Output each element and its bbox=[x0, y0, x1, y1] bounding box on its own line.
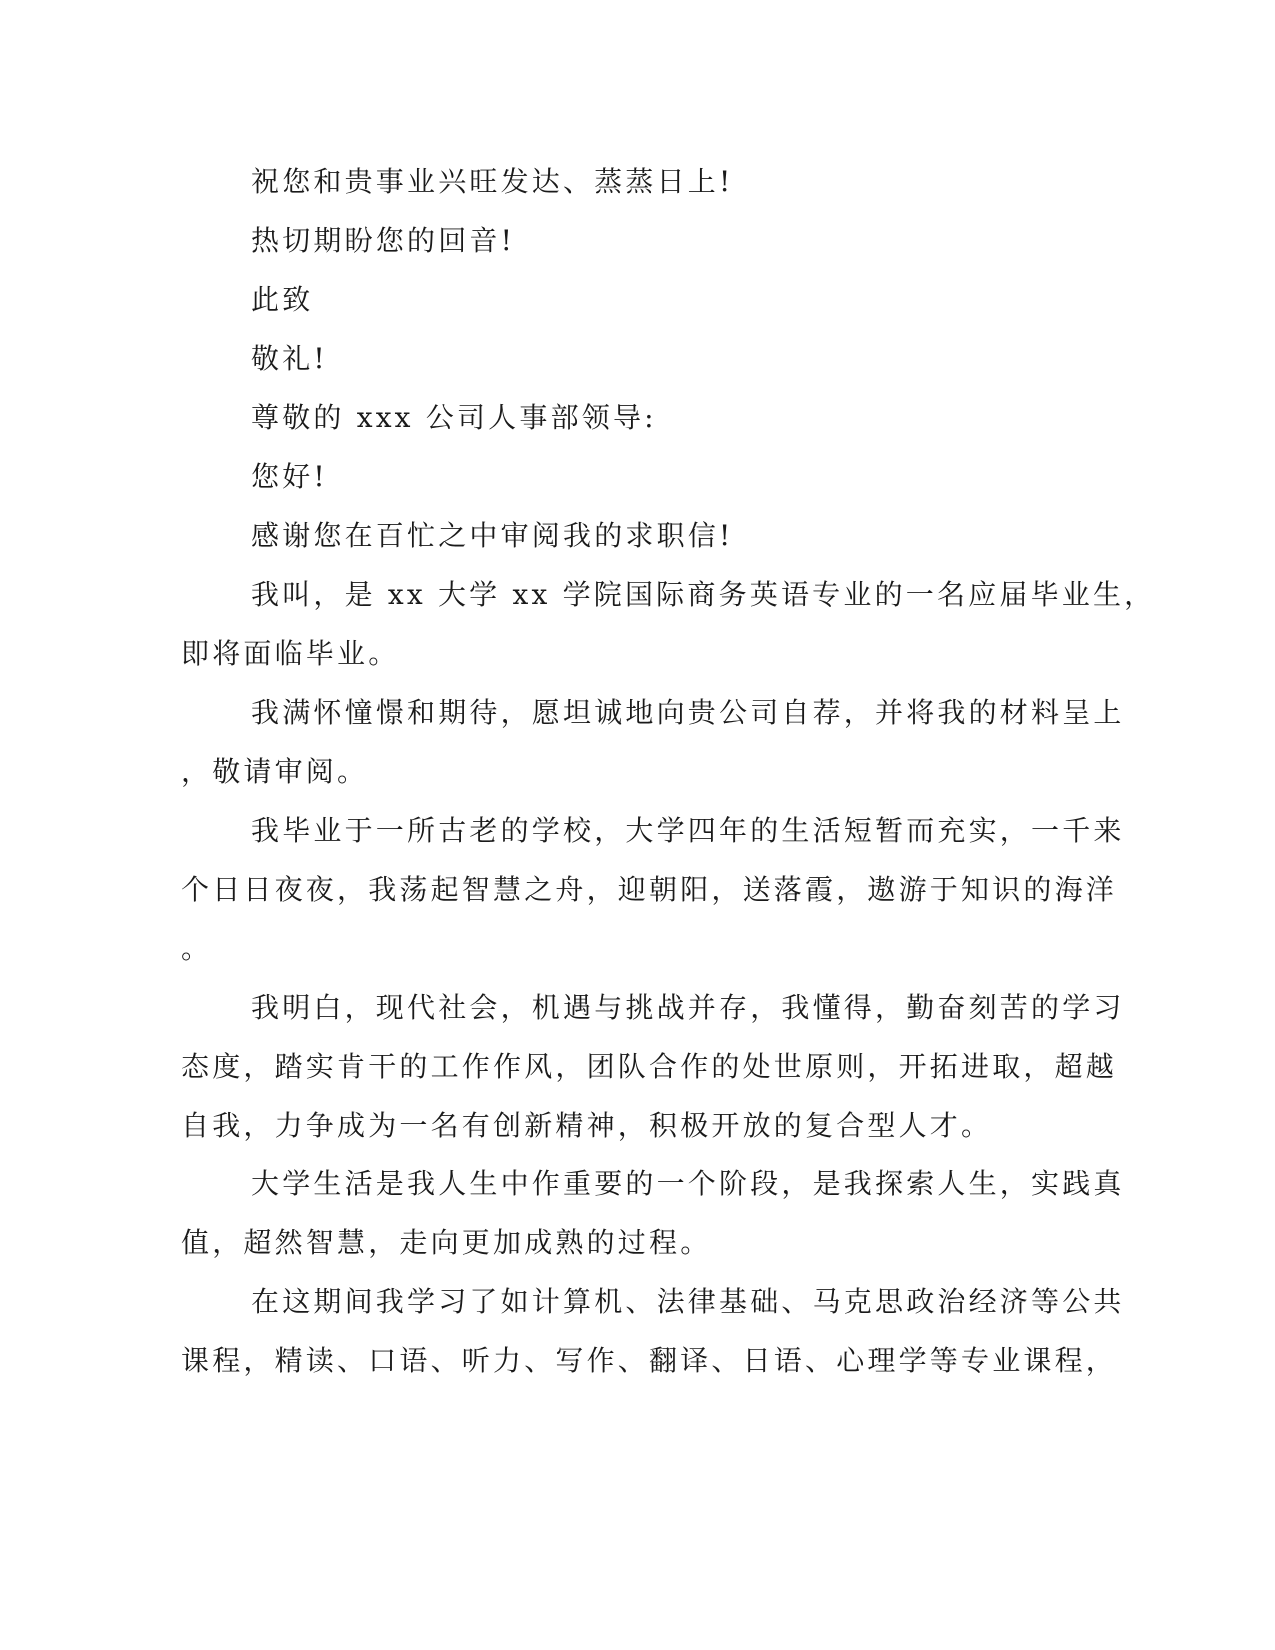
closing-hope: 热切期盼您的回音! bbox=[251, 224, 516, 257]
closing-regards: 敬礼! bbox=[251, 342, 328, 375]
paragraph-line: 我满怀憧憬和期待，愿坦诚地向贵公司自荐，并将我的材料呈上 bbox=[251, 696, 1125, 729]
letter-hello: 您好! bbox=[251, 460, 328, 493]
paragraph-line: 个日日夜夜，我荡起智慧之舟，迎朝阳，送落霞，遨游于知识的海洋 bbox=[181, 873, 1118, 906]
paragraph-line: 大学生活是我人生中作重要的一个阶段，是我探索人生，实践真 bbox=[251, 1167, 1125, 1200]
letter-greeting: 尊敬的 xxx 公司人事部领导: bbox=[251, 401, 657, 434]
paragraph-line: 在这期间我学习了如计算机、法律基础、马克思政治经济等公共 bbox=[251, 1285, 1125, 1318]
paragraph-line: 自我，力争成为一名有创新精神，积极开放的复合型人才。 bbox=[181, 1109, 993, 1142]
paragraph-line: 。 bbox=[181, 932, 213, 965]
closing-wish: 祝您和贵事业兴旺发达、蒸蒸日上! bbox=[251, 165, 734, 198]
paragraph-line: ，敬请审阅。 bbox=[181, 755, 369, 788]
paragraph-line: 我叫，是 xx 大学 xx 学院国际商务英语专业的一名应届毕业生， bbox=[251, 578, 1156, 611]
paragraph-line: 我毕业于一所古老的学校，大学四年的生活短暂而充实，一千来 bbox=[251, 814, 1125, 847]
paragraph-line: 课程，精读、口语、听力、写作、翻译、日语、心理学等专业课程， bbox=[181, 1344, 1118, 1377]
closing-salutation: 此致 bbox=[251, 283, 314, 316]
paragraph-line: 感谢您在百忙之中审阅我的求职信! bbox=[251, 519, 734, 552]
paragraph-line: 值，超然智慧，走向更加成熟的过程。 bbox=[181, 1226, 712, 1259]
paragraph-line: 我明白，现代社会，机遇与挑战并存，我懂得，勤奋刻苦的学习 bbox=[251, 991, 1125, 1024]
paragraph-line: 即将面临毕业。 bbox=[181, 637, 400, 670]
paragraph-line: 态度，踏实肯干的工作作风，团队合作的处世原则，开拓进取，超越 bbox=[181, 1050, 1118, 1083]
